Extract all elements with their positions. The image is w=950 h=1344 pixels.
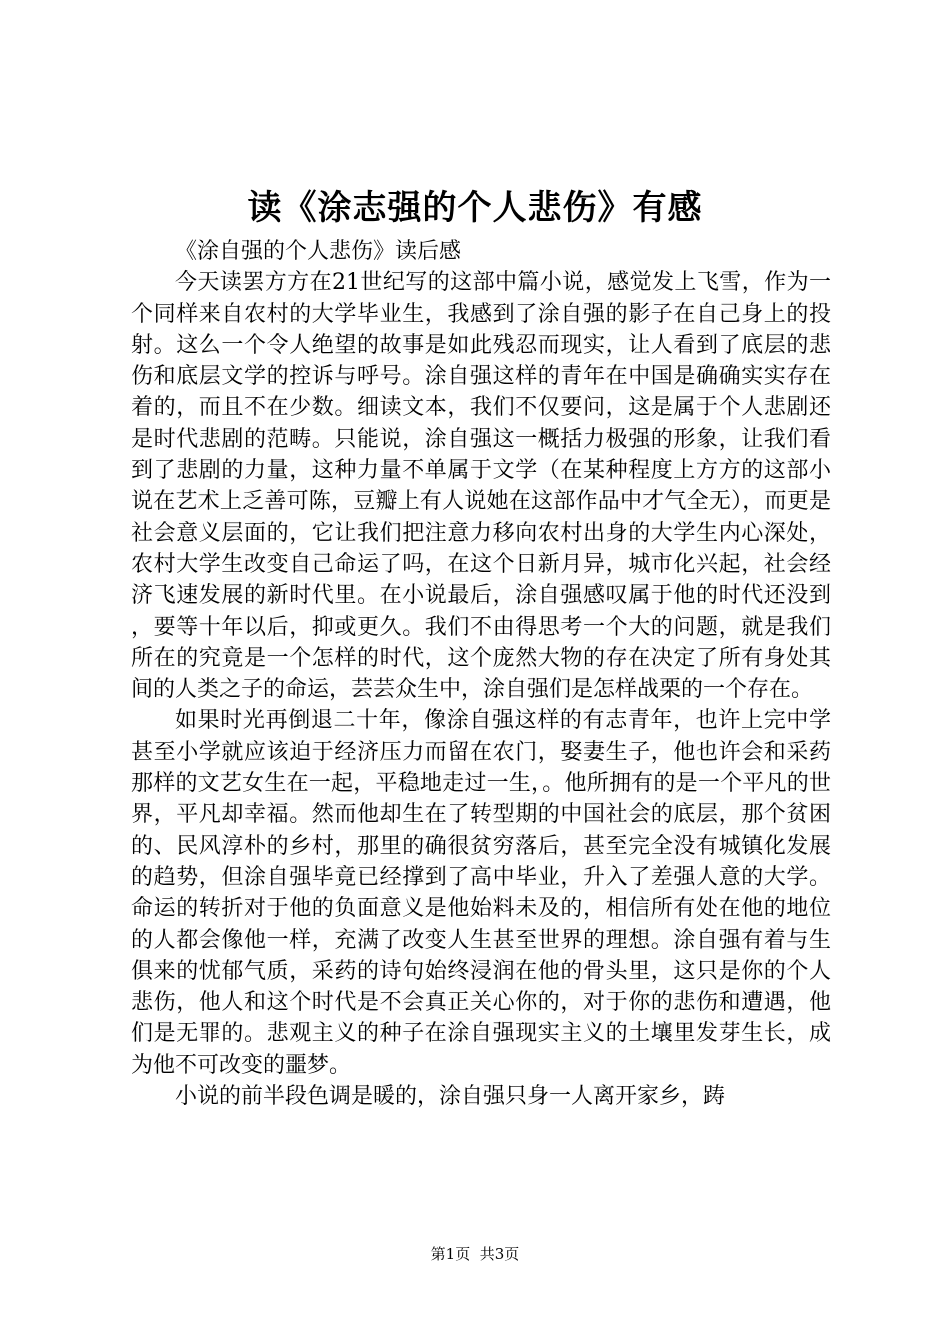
- paragraph: 《涂自强的个人悲伤》读后感: [175, 239, 462, 264]
- page-footer: [0, 1244, 950, 1264]
- page-title: 读《涂志强的个人悲伤》有感: [247, 188, 703, 228]
- footer-separator: [470, 1245, 480, 1263]
- document-body: [131, 236, 831, 1112]
- page-number: 第1页: [430, 1245, 471, 1263]
- page-total: 共3页: [479, 1245, 520, 1263]
- paragraph: 小说的前半段色调是暖的，涂自强只身一人离开家乡，踌: [175, 1084, 726, 1110]
- paragraph: 如果时光再倒退二十年，像涂自强这样的有志青年，也许上完中学甚至小学就应该迫于经济压力而留在农门，娶妻生子，他也许会和采药那样的文艺女生在一起，平稳地走过一生，。他所拥有的是一个平凡的世界，平凡却幸福。然而他却生在了转型期的中国社会的底层，那个贫困的、民风淳朴的乡村，那里的确很贫穷落后，甚至完全没有城镇化发展的趋势，但涂自强毕竟已经撑到了高中毕业，升入了差强人意的大学。命运的转折对于他的负面意义是他始料未及的，相信所有处在他的地位的人都会像他一样，充满了改变人生甚至世界的理想。涂自强有着与生俱来的忧郁气质，采药的诗句始终浸润在他的骨头里，这只是你的个人悲伤，他人和这个时代是不会真正关心你的，对于你的悲伤和遭遇，他们是无罪的。悲观主义的种子在涂自强现实主义的土壤里发芽生长，成为他不可改变的噩梦。: [131, 708, 831, 1078]
- paragraph: 今天读罢方方在21世纪写的这部中篇小说，感觉发上飞雪，作为一个同样来自农村的大学毕业生，我感到了涂自强的影子在自己身上的投射。这么一个令人绝望的故事是如此残忍而现实，让人看到了底层的悲伤和底层文学的控诉与呼号。涂自强这样的青年在中国是确确实实存在着的，而且不在少数。细读文本，我们不仅要问，这是属于个人悲剧还是时代悲剧的范畴。只能说，涂自强这一概括力极强的形象，让我们看到了悲剧的力量，这种力量不单属于文学（在某种程度上方方的这部小说在艺术上乏善可陈，豆瓣上有人说她在这部作品中才气全无），而更是社会意义层面的，它让我们把注意力移向农村出身的大学生内心深处，农村大学生改变自己命运了吗，在这个日新月异，城市化兴起，社会经济飞速发展的新时代里。在小说最后，涂自强感叹属于他的时代还没到，要等十年以后，抑或更久。我们不由得思考一个大的问题，就是我们所在的究竟是一个怎样的时代，这个庞然大物的存在决定了所有身处其间的人类之子的命运，芸芸众生中，涂自强们是怎样战栗的一个存在。: [131, 270, 831, 703]
